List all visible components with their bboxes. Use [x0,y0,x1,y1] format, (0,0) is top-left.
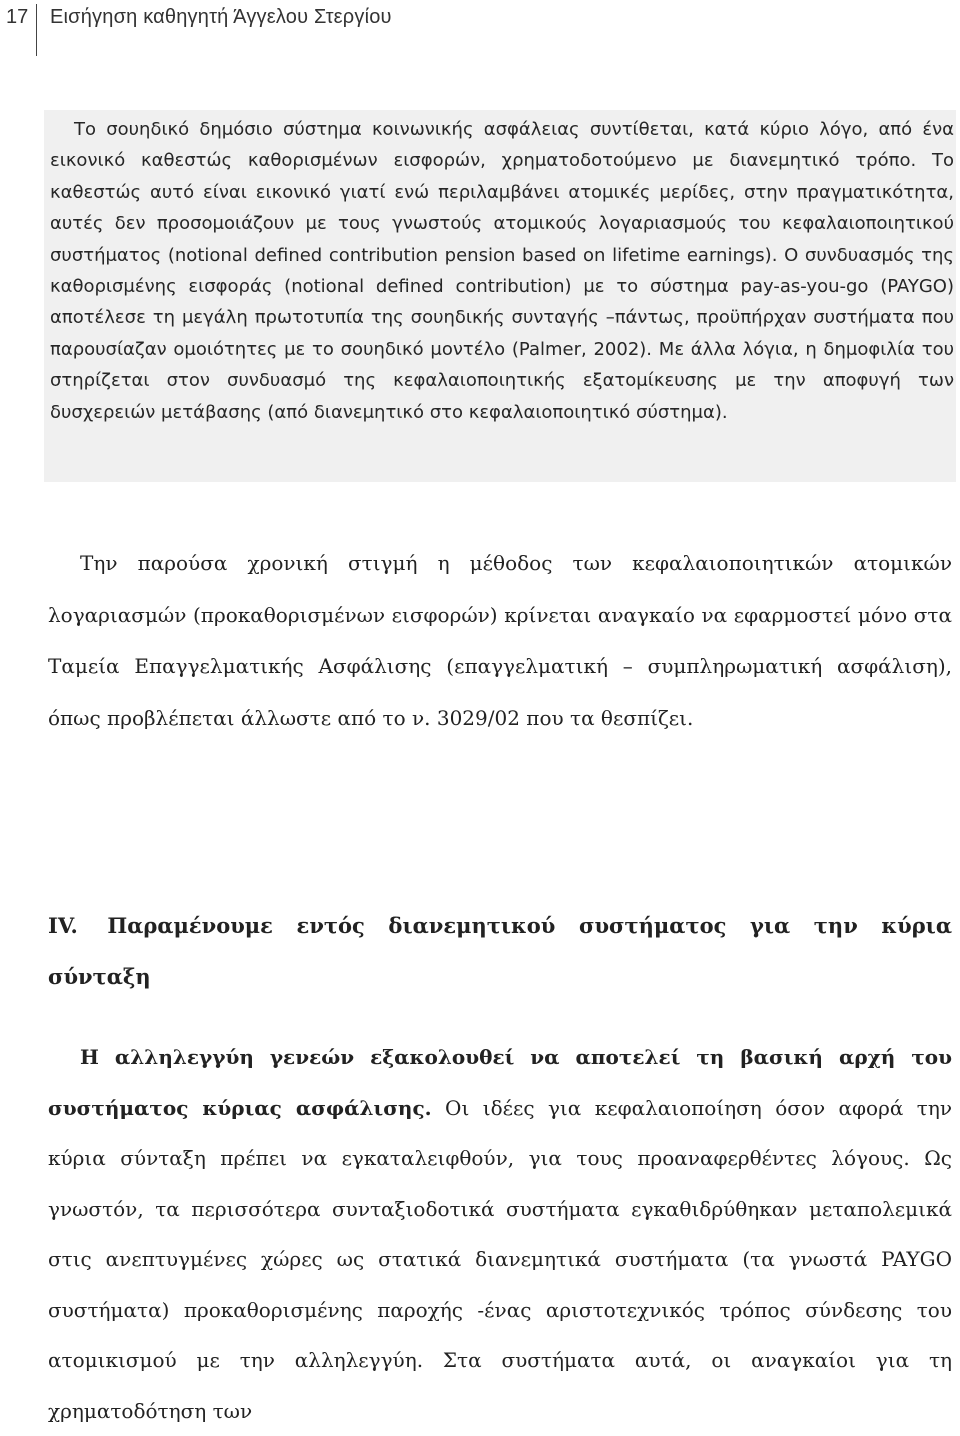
section-numeral: IV. [48,913,78,938]
section-heading [48,900,952,1002]
bold-lead-sentence: Η αλληλεγγύη γενεών εξακολουθεί να αποτελεί τη βασική αρχή του συστήματος κύριας ασφάλισης. [48,1045,952,1120]
paragraph-2-text: Οι ιδέες για κεφαλαιοποίηση όσον αφορά την κύρια σύνταξη πρέπει να εγκαταλειφθούν, για τους προαναφερθέντες λόγους. Ως γνωστόν, τα περισσότερα συνταξιοδοτικά συστήματα εγκαθιδρύθηκαν μεταπολεμικά στις ανεπτυγμένες χώρες ως στατικά διανεμητικά συστήματα (τα γνωστά PAYGO συστήματα) προκαθορισμένης παροχής -ένας αριστοτεχνικός τρόπος σύνδεσης του ατομικισμού με την αλληλεγγύη. Στα συστήματα αυτά, οι αναγκαίοι για τη χρηματοδότηση των [48,1095,952,1423]
body-paragraph-1: Την παρούσα χρονική στιγμή η μέθοδος των κεφαλαιοποιητικών ατομικών λογαριασμών (προκαθορισμένων εισφορών) κρίνεται αναγκαίο να εφαρμοστεί μόνο στα Ταμεία Επαγγελματικής Ασφάλισης (επαγγελματική – συμπληρωματική ασφάλιση), όπως προβλέπεται άλλωστε από το ν. 3029/02 που τα θεσπίζει. [48,551,952,731]
page-number: 17 [6,6,29,28]
body-paragraph-2 [48,1032,952,1436]
header-title: Εισήγηση καθηγητή Άγγελου Στεργίου [50,6,392,28]
header-divider [36,4,37,56]
page-header [0,4,960,54]
shaded-quote-box [44,110,956,482]
shaded-paragraph: Το σουηδικό δημόσιο σύστημα κοινωνικής ασφάλειας συντίθεται, κατά κύριο λόγο, από ένα εικονικό καθεστώς καθορισμένων εισφορών, χρηματοδοτούμενο με διανεμητικό τρόπο. Το καθεστώς αυτό είναι εικονικό γιατί ενώ περιλαμβάνει ατομικές μερίδες, στην πραγματικότητα, αυτές δεν προσομοιάζουν με τους γνωστούς ατομικούς λογαριασμούς του κεφαλαιοποιητικού συστήματος (notional defined contribution pension based on lifetime earnings). Ο συνδυασμός της καθορισμένης εισφοράς (notional defined contribution) με το σύστημα pay-as-you-go (PAYGO) αποτέλεσε τη μεγάλη πρωτοτυπία της σουηδικής συνταγής –πάντως, προϋπήρχαν συστήματα που παρουσίαζαν ομοιότητες με το σουηδικό μοντέλο (Palmer, 2002). Με άλλα λόγια, η δημοφιλία του στηρίζεται στον συνδυασμό της κεφαλαιοποιητικής εξατομίκευσης με την αποφυγή των δυσχερειών μετάβασης (από διανεμητικό στο κεφαλαιοποιητικό σύστημα). [50,119,954,423]
section-title: Παραμένουμε εντός διανεμητικού συστήματος για την κύρια σύνταξη [48,913,952,989]
